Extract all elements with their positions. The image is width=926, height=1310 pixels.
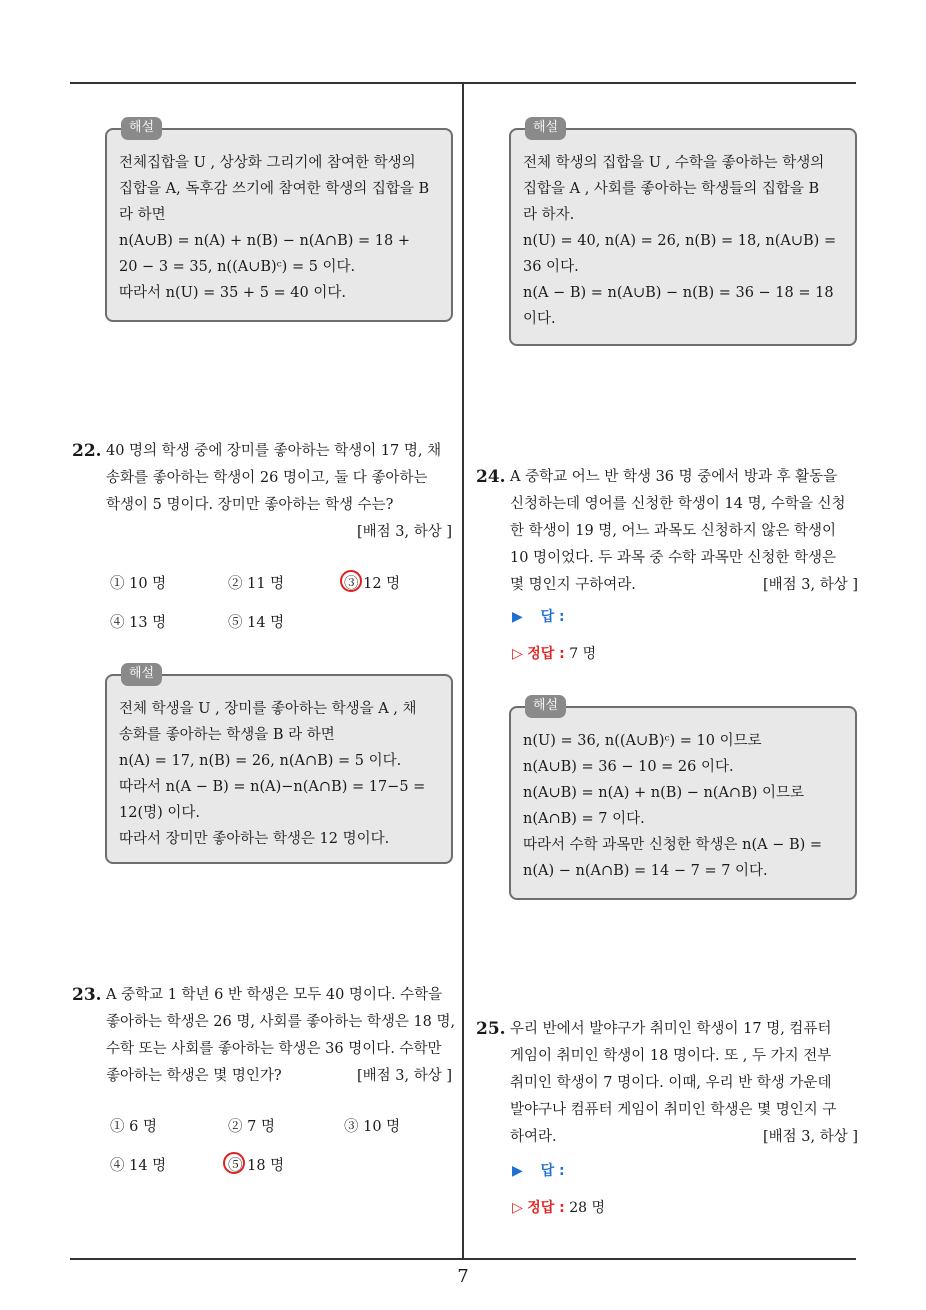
outline-triangle-icon: ▷: [512, 1200, 523, 1216]
solution-tag: 해설: [121, 663, 162, 686]
question-line: A 중학교 어느 반 학생 36 명 중에서 방과 후 활동을: [510, 469, 838, 485]
question-line: 10 명이었다. 두 과목 중 수학 과목만 신청한 학생은: [510, 550, 837, 566]
question-number: 24.: [476, 467, 506, 487]
question-line: 한 학생이 19 명, 어느 과목도 신청하지 않은 학생이: [510, 523, 837, 539]
question-23: [72, 982, 456, 1090]
question-number: 22.: [72, 441, 102, 461]
solution-line: 따라서 n(U) = 35 + 5 = 40 이다.: [119, 285, 346, 301]
score-label: [배점 3, 하상 ]: [762, 577, 858, 593]
play-triangle-icon: ▶: [512, 609, 523, 625]
correct-label: 정답 :: [527, 646, 565, 662]
option-3[interactable]: ③ 10 명: [344, 1119, 401, 1135]
solution-line: n(U) = 36, n((A∪B)ᶜ) = 10 이므로: [523, 733, 762, 749]
question-line: 몇 명인지 구하여라.: [510, 577, 636, 593]
question-number: 23.: [72, 985, 102, 1005]
correct-answer-row: [512, 1197, 605, 1217]
solution-line: 라 하자.: [523, 207, 575, 223]
option-5[interactable]: ⑤ 14 명: [228, 615, 285, 631]
solution-line: 라 하면: [119, 207, 166, 223]
solution-line: 따라서 장미만 좋아하는 학생은 12 명이다.: [119, 831, 390, 847]
solution-line: n(A) = 17, n(B) = 26, n(A∩B) = 5 이다.: [119, 753, 402, 769]
option-5[interactable]: ⑤ 18 명: [228, 1158, 285, 1174]
solution-box-23: [509, 120, 857, 346]
score-label: [배점 3, 하상 ]: [356, 1068, 452, 1084]
question-line: 40 명의 학생 중에 장미를 좋아하는 학생이 17 명, 채: [106, 443, 442, 459]
selected-answer-circle: [223, 1152, 245, 1174]
answer-row: [512, 606, 565, 626]
correct-value: 7 명: [569, 646, 597, 662]
question-line: 학생이 5 명이다. 장미만 좋아하는 학생 수는?: [106, 497, 394, 513]
solution-box-22: [105, 666, 453, 864]
solution-line: 전체 학생의 집합을 U , 수학을 좋아하는 학생의: [523, 155, 825, 171]
option-1[interactable]: ① 10 명: [110, 576, 167, 592]
solution-line: 20 − 3 = 35, n((A∪B)ᶜ) = 5 이다.: [119, 259, 356, 275]
answer-row: [512, 1160, 565, 1180]
solution-line: n(A∪B) = n(A) + n(B) − n(A∩B) = 18 +: [119, 233, 410, 249]
solution-line: 따라서 수학 과목만 신청한 학생은 n(A − B) =: [523, 837, 823, 853]
solution-line: 집합을 A , 사회를 좋아하는 학생들의 집합을 B: [523, 181, 820, 197]
solution-line: 12(명) 이다.: [119, 805, 201, 821]
selected-answer-circle: [340, 570, 362, 592]
column-divider: [462, 83, 464, 1259]
question-line: 수학 또는 사회를 좋아하는 학생은 36 명이다. 수학만: [106, 1041, 442, 1057]
question-25: [476, 1016, 858, 1151]
question-24: [476, 464, 858, 599]
question-line: 취미인 학생이 7 명이다. 이때, 우리 반 학생 가운데: [510, 1075, 832, 1091]
solution-line: n(A∪B) = 36 − 10 = 26 이다.: [523, 759, 734, 775]
question-line: 신청하는데 영어를 신청한 학생이 14 명, 수학을 신청: [510, 496, 846, 512]
play-triangle-icon: ▶: [512, 1163, 523, 1179]
solution-line: 이다.: [523, 311, 556, 327]
score-label: [배점 3, 하상 ]: [356, 524, 452, 540]
question-line: 송화를 좋아하는 학생이 26 명이고, 둘 다 좋아하는: [106, 470, 428, 486]
answer-label: 답 :: [540, 609, 565, 625]
solution-tag: 해설: [121, 117, 162, 140]
option-1[interactable]: ① 6 명: [110, 1119, 157, 1135]
question-line: 좋아하는 학생은 몇 명인가?: [106, 1068, 282, 1084]
answer-label: 답 :: [540, 1163, 565, 1179]
solution-line: n(A − B) = n(A∪B) − n(B) = 36 − 18 = 18: [523, 285, 834, 301]
question-line: A 중학교 1 학년 6 반 학생은 모두 40 명이다. 수학을: [106, 987, 443, 1003]
correct-value: 28 명: [569, 1200, 606, 1216]
option-4[interactable]: ④ 13 명: [110, 615, 167, 631]
solution-box-21: [105, 120, 453, 322]
question-line: 우리 반에서 발야구가 취미인 학생이 17 명, 컴퓨터: [510, 1021, 832, 1037]
option-2[interactable]: ② 7 명: [228, 1119, 275, 1135]
bottom-rule: [70, 1258, 856, 1260]
option-2[interactable]: ② 11 명: [228, 576, 285, 592]
outline-triangle-icon: ▷: [512, 646, 523, 662]
solution-line: 송화를 좋아하는 학생을 B 라 하면: [119, 727, 335, 743]
question-22: [72, 438, 452, 546]
solution-line: n(A∪B) = n(A) + n(B) − n(A∩B) 이므로: [523, 785, 805, 801]
solution-tag: 해설: [525, 695, 566, 718]
question-line: 좋아하는 학생은 26 명, 사회를 좋아하는 학생은 18 명,: [106, 1014, 456, 1030]
question-line: 발야구나 컴퓨터 게임이 취미인 학생은 몇 명인지 구: [510, 1102, 837, 1118]
question-number: 25.: [476, 1019, 506, 1039]
score-label: [배점 3, 하상 ]: [762, 1129, 858, 1145]
solution-tag: 해설: [525, 117, 566, 140]
question-line: 하여라.: [510, 1129, 557, 1145]
solution-line: 집합을 A, 독후감 쓰기에 참여한 학생의 집합을 B: [119, 181, 430, 197]
solution-line: 따라서 n(A − B) = n(A)−n(A∩B) = 17−5 =: [119, 779, 426, 795]
solution-line: 전체집합을 U , 상상화 그리기에 참여한 학생의: [119, 155, 416, 171]
correct-label: 정답 :: [527, 1200, 565, 1216]
question-line: 게임이 취미인 학생이 18 명이다. 또 , 두 가지 전부: [510, 1048, 832, 1064]
solution-line: n(U) = 40, n(A) = 26, n(B) = 18, n(A∪B) =: [523, 233, 837, 249]
solution-line: 36 이다.: [523, 259, 579, 275]
correct-answer-row: [512, 643, 596, 663]
option-4[interactable]: ④ 14 명: [110, 1158, 167, 1174]
solution-box-24: [509, 698, 857, 900]
solution-line: n(A∩B) = 7 이다.: [523, 811, 645, 827]
solution-line: 전체 학생을 U , 장미를 좋아하는 학생을 A , 채: [119, 701, 417, 717]
option-3[interactable]: ③ 12 명: [344, 576, 401, 592]
page-number: 7: [457, 1266, 469, 1287]
solution-line: n(A) − n(A∩B) = 14 − 7 = 7 이다.: [523, 863, 768, 879]
